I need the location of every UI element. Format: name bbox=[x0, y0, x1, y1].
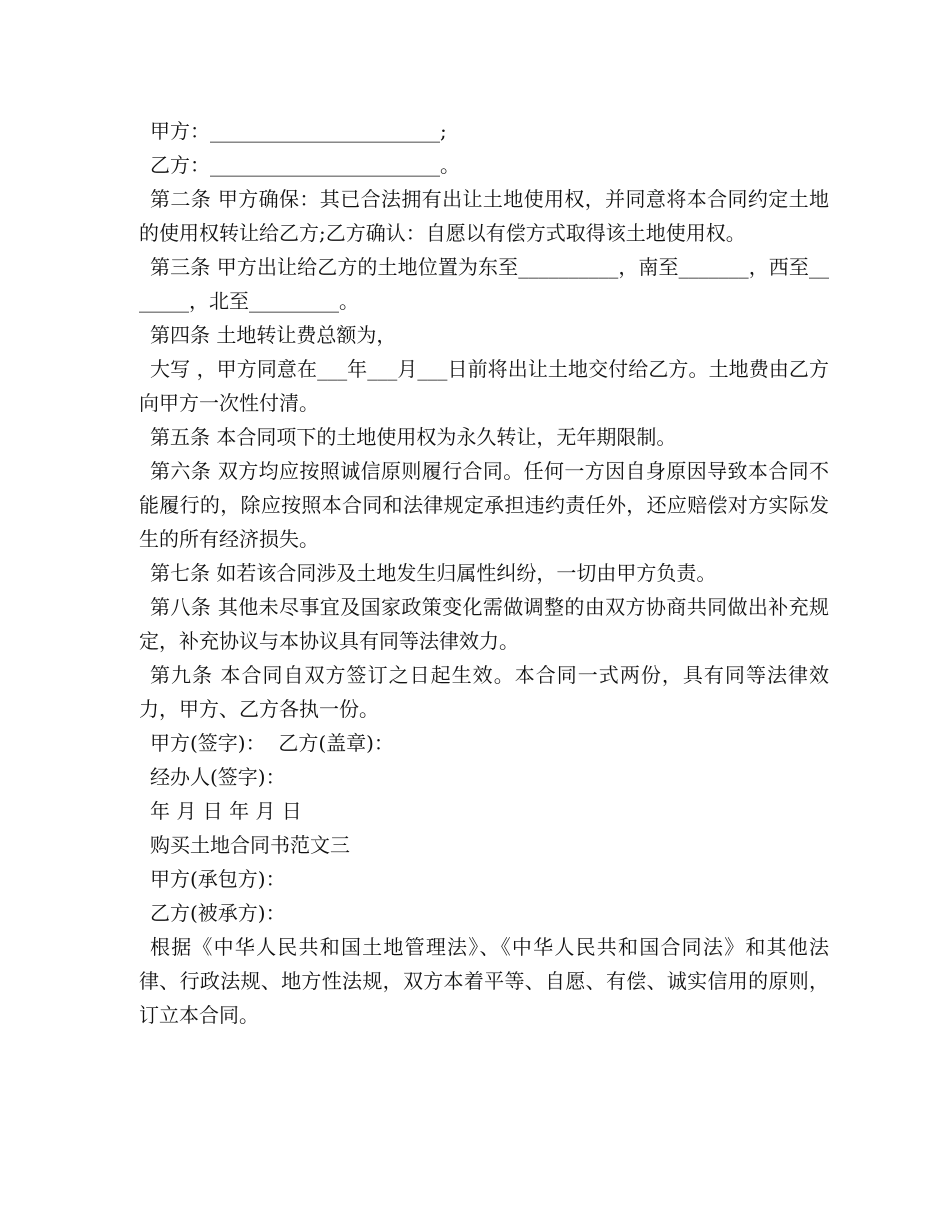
article-5: 第五条 本合同项下的土地使用权为永久转让，无年期限制。 bbox=[150, 425, 677, 449]
party-a-contractor: 甲方(承包方)： bbox=[150, 867, 286, 891]
date-line: 年 月 日 年 月 日 bbox=[150, 799, 302, 823]
article-4: 第四条 土地转让费总额为， bbox=[150, 323, 397, 347]
article-7: 第七条 如若该合同涉及土地发生归属性纠纷，一切由甲方负责。 bbox=[150, 561, 717, 585]
article-9: 第九条 本合同自双方签订之日起生效。本合同一式两份，具有同等法律效力，甲方、乙方各执一份。 bbox=[139, 663, 829, 721]
document-body bbox=[139, 114, 829, 1032]
handler-signature: 经办人(签字)： bbox=[150, 765, 286, 789]
article-3: 第三条 甲方出让给乙方的土地位置为东至__________，南至_______，西至_______，北至_________。 bbox=[139, 255, 829, 313]
signature-line: 甲方(签字)： 乙方(盖章)： bbox=[150, 731, 394, 755]
article-8: 第八条 其他未尽事宜及国家政策变化需做调整的由双方协商共同做出补充规定，补充协议与本协议具有同等法律效力。 bbox=[139, 595, 829, 653]
party-b-contractee: 乙方(被承方)： bbox=[150, 901, 286, 925]
party-a-line: 甲方：_______________________; bbox=[150, 119, 447, 143]
article-6: 第六条 双方均应按照诚信原则履行合同。任何一方因自身原因导致本合同不能履行的，除应按照本合同和法律规定承担违约责任外，还应赔偿对方实际发生的所有经济损失。 bbox=[139, 459, 829, 551]
article-2: 第二条 甲方确保：其已合法拥有出让土地使用权，并同意将本合同约定土地的使用权转让给乙方;乙方确认：自愿以有偿方式取得该土地使用权。 bbox=[139, 187, 829, 245]
article-4-amount: 大写 ，甲方同意在___年___月___日前将出让土地交付给乙方。土地费由乙方向甲方一次性付清。 bbox=[139, 357, 829, 415]
section-title: 购买土地合同书范文三 bbox=[150, 833, 350, 857]
preamble: 根据《中华人民共和国土地管理法》、《中华人民共和国合同法》和其他法律、行政法规、地方性法规，双方本着平等、自愿、有偿、诚实信用的原则，订立本合同。 bbox=[139, 935, 829, 1027]
party-b-line: 乙方：_______________________。 bbox=[150, 153, 460, 177]
